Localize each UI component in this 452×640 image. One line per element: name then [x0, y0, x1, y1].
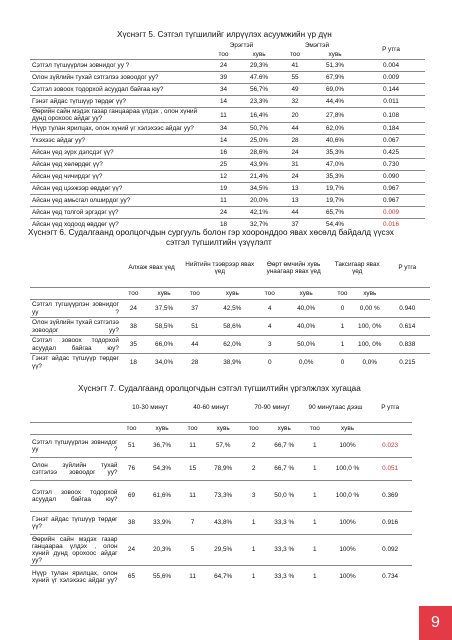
row-value: 1 — [303, 435, 327, 458]
row-p-value: 0.967 — [357, 195, 425, 207]
row-value: 33,9% — [143, 512, 180, 535]
row-value: 0 — [330, 354, 355, 372]
row-value: 5 — [181, 535, 205, 566]
table5 — [30, 41, 425, 230]
row-label: Айсан үед цээжээр өвддөг үү? — [30, 183, 206, 195]
table-row — [30, 108, 425, 123]
row-value: 18 — [121, 354, 146, 372]
row-p-value: 0.734 — [368, 566, 412, 589]
table-row — [30, 183, 425, 195]
row-p-value: 0.369 — [368, 481, 412, 512]
row-value: 1 — [330, 336, 355, 354]
table-row — [30, 135, 425, 147]
row-label: Өөрийн сайн мэдэх газар ганцаараа үлдэх , олон хүний дунд орохоос айдаг уу? — [30, 108, 206, 123]
table-row — [30, 435, 412, 458]
row-p-value: 0.090 — [357, 171, 425, 183]
row-value: 67,9% — [313, 72, 357, 84]
row-value: 38,9% — [207, 354, 257, 372]
row-value: 19,7% — [313, 195, 357, 207]
row-value: 47,0% — [313, 159, 357, 171]
row-value: 2 — [242, 458, 266, 481]
row-label: Олон зүйлийн тухай сэтгэлээ зовоодог уу? — [32, 319, 119, 334]
row-value: 24 — [206, 60, 241, 72]
row-value: 51,3% — [313, 60, 357, 72]
row-p-value: 0.023 — [368, 435, 412, 458]
row-label: Айсан үед хөлөрдөг үү? — [30, 159, 206, 171]
row-value: 100% — [327, 512, 368, 535]
table5-sub: хувь — [252, 50, 266, 58]
subheader: хувь — [266, 423, 303, 435]
row-label: Айсан үед амьсгал олширдог уу? — [30, 195, 206, 207]
row-value: 78,9% — [205, 458, 242, 481]
row-value: 11 — [181, 481, 205, 512]
row-value: 19 — [206, 183, 241, 195]
row-value: 19,7% — [313, 183, 357, 195]
table5-sub: тоо — [218, 50, 229, 58]
row-value: 11 — [181, 566, 205, 589]
row-p-value: 0.730 — [357, 159, 425, 171]
subheader: хувь — [327, 423, 368, 435]
table6-group-public: Нийтийн тээврээр явах үед — [185, 260, 255, 275]
row-value: 24 — [121, 300, 146, 318]
row-value: 0,0% — [355, 354, 385, 372]
table-row — [30, 300, 430, 318]
row-value: 38 — [119, 512, 143, 535]
row-p-value: 0.144 — [357, 84, 425, 96]
row-value: 1 — [242, 535, 266, 566]
row-label: Айсан үед толгой эргэдэг үү? — [30, 207, 206, 219]
table-row — [30, 481, 412, 512]
row-value: 29,3% — [241, 60, 277, 72]
row-label: Сэтгэл зовоох тодорхой асуудал байгаа юу? — [32, 337, 119, 352]
subheader: тоо — [257, 288, 282, 300]
table6-title-line2: сэтгэл түгшилтийн үзүүлэлт — [166, 238, 272, 247]
row-p-value: 0.108 — [357, 108, 425, 123]
row-value: 33,3 % — [266, 512, 303, 535]
row-value: 56,7% — [241, 84, 277, 96]
row-label: Сэтгэл зовоох тодорхой асуудал байгаа юу? — [30, 84, 206, 96]
row-p-value: 0.051 — [368, 458, 412, 481]
table7-group-70-90: 70-90 минут — [254, 404, 291, 412]
row-value: 18 — [206, 219, 241, 231]
row-value: 34 — [206, 84, 241, 96]
row-value: 11 — [181, 435, 205, 458]
row-value: 3 — [242, 481, 266, 512]
row-p-value: 0.009 — [357, 207, 425, 219]
row-value: 23,3% — [241, 96, 277, 108]
table-row — [30, 354, 430, 372]
row-value: 0,00 % — [355, 300, 385, 318]
row-p-value: 0.092 — [368, 535, 412, 566]
row-value: 25,0% — [241, 135, 277, 147]
row-value: 36,7% — [143, 435, 180, 458]
table7-p-header: P утга — [381, 404, 400, 412]
row-value: 24 — [119, 535, 143, 566]
table-row — [30, 84, 425, 96]
row-value: 40,6% — [313, 135, 357, 147]
table6-group-taxi: Таксигаар явах үед — [334, 260, 380, 275]
row-value: 7 — [181, 512, 205, 535]
row-value: 24 — [206, 207, 241, 219]
row-value: 0,0% — [282, 354, 330, 372]
row-value: 12 — [206, 171, 241, 183]
row-value: 1 — [303, 481, 327, 512]
row-value: 24 — [277, 147, 313, 159]
row-value: 58,6% — [207, 318, 257, 336]
row-value: 37,5% — [146, 300, 182, 318]
row-value: 50,7% — [241, 123, 277, 135]
row-value: 100,0 % — [327, 458, 368, 481]
table5-sub: хувь — [328, 50, 342, 58]
row-label: Гэнэт айдас түгшүүр төрдөг үү? — [30, 96, 206, 108]
row-value: 27,8% — [313, 108, 357, 123]
row-value: 4 — [257, 318, 282, 336]
row-value: 100, 0% — [355, 318, 385, 336]
row-label: Сэтгэл түгшүүрлэн зовнидог уу ? — [30, 60, 206, 72]
table7 — [30, 394, 412, 588]
table-row — [30, 318, 430, 336]
table5-group-male: Эрэгтэй — [229, 41, 254, 49]
row-label: Олон зүйлийн тухай сэтгэлээ зовоодог уу? — [30, 72, 206, 84]
row-value: 66,7 % — [266, 435, 303, 458]
row-value: 65 — [119, 566, 143, 589]
row-label: Үхэхээс айдаг уу? — [30, 135, 206, 147]
row-value: 42,1% — [241, 207, 277, 219]
row-value: 35 — [121, 336, 146, 354]
row-value: 100% — [327, 435, 368, 458]
row-value: 1 — [303, 458, 327, 481]
row-value: 24 — [277, 171, 313, 183]
table-row — [30, 336, 430, 354]
row-value: 11 — [206, 195, 241, 207]
subheader: тоо — [181, 423, 205, 435]
row-value: 15 — [181, 458, 205, 481]
row-p-value: 0.425 — [357, 147, 425, 159]
row-value: 50,0 % — [266, 481, 303, 512]
row-value: 34 — [206, 123, 241, 135]
row-value: 37 — [182, 300, 207, 318]
row-label: Гэнэт айдас түгшүүр төрдөг үү? — [32, 355, 119, 370]
table-row — [30, 96, 425, 108]
row-value: 54,3% — [143, 458, 180, 481]
table5-sub: тоо — [290, 50, 300, 58]
row-label: Нүүр тулан ярилцах, олон хүний үг хэлэхээс айдаг уу? — [30, 123, 206, 135]
row-value: 44 — [182, 336, 207, 354]
table6 — [30, 249, 430, 371]
row-value: 47.6% — [241, 72, 277, 84]
row-value: 64,7% — [205, 566, 242, 589]
row-value: 1 — [303, 535, 327, 566]
table-row — [30, 195, 425, 207]
table5-group-female: Эмэгтэй — [304, 41, 330, 49]
row-value: 14 — [206, 135, 241, 147]
row-value: 76 — [119, 458, 143, 481]
row-value: 37 — [277, 219, 313, 231]
row-value: 43,8% — [205, 512, 242, 535]
row-p-value: 0.009 — [357, 72, 425, 84]
row-value: 32,7% — [241, 219, 277, 231]
table-row — [30, 159, 425, 171]
table-row — [30, 535, 412, 566]
table7-group-40-60: 40-60 минут — [193, 404, 229, 412]
row-value: 0 — [330, 300, 355, 318]
row-p-value: 0.016 — [357, 219, 425, 231]
row-value: 100,0 % — [327, 481, 368, 512]
row-label: Айсан үед ходоод өвддөг үү? — [30, 219, 206, 231]
row-value: 28 — [182, 354, 207, 372]
row-value: 50,0% — [282, 336, 330, 354]
row-value: 100% — [327, 566, 368, 589]
table-row — [30, 207, 425, 219]
row-p-value: 0.011 — [357, 96, 425, 108]
row-value: 28 — [277, 135, 313, 147]
table7-group-90-plus: 90 минутаас дээш — [308, 404, 363, 412]
row-value: 31 — [277, 159, 313, 171]
row-value: 35,3% — [313, 171, 357, 183]
row-value: 65,7% — [313, 207, 357, 219]
row-value: 14 — [206, 96, 241, 108]
row-value: 54,4% — [313, 219, 357, 231]
row-label: Сэтгэл түгшүүрлэн зовнидог уу ? — [32, 301, 119, 316]
row-value: 13 — [277, 195, 313, 207]
row-p-value: 0.967 — [357, 183, 425, 195]
row-label: Сэтгэл түгшүүрлэн зовнидог уу ? — [30, 435, 119, 458]
row-value: 62,0% — [313, 123, 357, 135]
row-value: 43,9% — [241, 159, 277, 171]
table5-title: Хүснэгт 5. Сэтгэл түгшилийг илрүүлэх асуумжийн үр дүн — [117, 30, 332, 39]
row-value: 44 — [277, 123, 313, 135]
table6-group-walk: Алхаж явах үед — [128, 264, 175, 272]
row-value: 13 — [277, 183, 313, 195]
subheader: хувь — [355, 288, 385, 300]
row-p-value: 0.067 — [357, 135, 425, 147]
row-value: 39 — [206, 72, 241, 84]
row-value: 55 — [277, 72, 313, 84]
row-value: 55,6% — [143, 566, 180, 589]
row-p-value: 0.004 — [357, 60, 425, 72]
row-value: 44,4% — [313, 96, 357, 108]
row-value: 69,0% — [313, 84, 357, 96]
subheader: хувь — [146, 288, 182, 300]
row-value: 73,3% — [205, 481, 242, 512]
table5-p-header: P утга — [382, 46, 400, 54]
row-value: 1 — [303, 512, 327, 535]
row-value: 38 — [121, 318, 146, 336]
table6-title-line1: Хүснэгт 6. Судалгаанд оролцогчдын сургууль болон гэр хооронддоо явах хөсөлд байдалд үүсэх — [28, 228, 394, 237]
row-value: 40,0% — [282, 300, 330, 318]
row-label: Гэнэт айдас түгшүүр төрдөг үү? — [30, 512, 119, 535]
table-row — [30, 123, 425, 135]
row-p-value: 0.184 — [357, 123, 425, 135]
row-label: Өөрийн сайн мэдэх газар ганцаараа үлдэх , олон хүний дунд орохоос айдаг уу? — [32, 535, 118, 565]
row-value: 51 — [119, 435, 143, 458]
row-p-value: 0.614 — [385, 318, 430, 336]
row-value: 32 — [277, 96, 313, 108]
row-value: 1 — [303, 566, 327, 589]
row-value: 1 — [242, 512, 266, 535]
row-value: 16 — [206, 147, 241, 159]
row-label: Айсан үед чичирдэг үү? — [30, 171, 206, 183]
row-value: 3 — [257, 336, 282, 354]
subheader: тоо — [182, 288, 207, 300]
subheader: тоо — [121, 288, 146, 300]
row-value: 58,5% — [146, 318, 182, 336]
subheader: хувь — [143, 423, 180, 435]
subheader: хувь — [207, 288, 257, 300]
row-value: 29,5% — [205, 535, 242, 566]
row-label: Нүүр тулан ярилцах, олон хүний үг хэлэхээс айдаг уу? — [30, 566, 119, 589]
row-value: 61,6% — [143, 481, 180, 512]
row-value: 33,3 % — [266, 535, 303, 566]
row-value: 40,0% — [282, 318, 330, 336]
row-p-value: 0.940 — [385, 300, 430, 318]
table7-title: Хүснэгт 7. Судалгаанд оролцогчдын сэтгэл түгшилтийн үргэлжлэх хугацаа — [78, 384, 361, 393]
subheader: тоо — [119, 423, 143, 435]
row-value: 25 — [206, 159, 241, 171]
row-value: 1 — [242, 566, 266, 589]
table6-group-own: Өөрт өмчийн хувь унаагаар явах үед — [266, 260, 321, 275]
table-row — [30, 512, 412, 535]
row-value: 34,0% — [146, 354, 182, 372]
row-value: 41 — [277, 60, 313, 72]
row-value: 33,3 % — [266, 566, 303, 589]
subheader: тоо — [303, 423, 327, 435]
row-value: 66,7 % — [266, 458, 303, 481]
row-value: 28,6% — [241, 147, 277, 159]
row-value: 57,% — [205, 435, 242, 458]
row-value: 0 — [257, 354, 282, 372]
row-label: Айсан үед зүрх дэлсдэг үү? — [30, 147, 206, 159]
row-value: 69 — [119, 481, 143, 512]
subheader: тоо — [242, 423, 266, 435]
row-value: 34,5% — [241, 183, 277, 195]
page-number: 9 — [419, 606, 452, 640]
row-value: 100, 0% — [355, 336, 385, 354]
row-value: 20 — [277, 108, 313, 123]
row-value: 21,4% — [241, 171, 277, 183]
row-value: 20,0% — [241, 195, 277, 207]
table-row — [30, 458, 412, 481]
table-row — [30, 147, 425, 159]
row-value: 35,3% — [313, 147, 357, 159]
row-p-value: 0.838 — [385, 336, 430, 354]
row-value: 44 — [277, 207, 313, 219]
table-row — [30, 72, 425, 84]
row-value: 1 — [330, 318, 355, 336]
row-label: Олон зүйлийн тухай сэтгэлээ зовоодог уу? — [30, 458, 119, 481]
subheader: хувь — [282, 288, 330, 300]
row-p-value: 0.215 — [385, 354, 430, 372]
row-value: 2 — [242, 435, 266, 458]
row-value: 51 — [182, 318, 207, 336]
row-value: 100% — [327, 535, 368, 566]
row-value: 11 — [206, 108, 241, 123]
subheader: хувь — [205, 423, 242, 435]
table-row — [30, 60, 425, 72]
table7-group-10-30: 10-30 минут — [132, 404, 168, 412]
row-value: 62,0% — [207, 336, 257, 354]
table-row — [30, 566, 412, 589]
row-value: 66,0% — [146, 336, 182, 354]
row-p-value: 0.916 — [368, 512, 412, 535]
row-value: 16,4% — [241, 108, 277, 123]
table-row — [30, 171, 425, 183]
row-label: Сэтгэл зовоох тодорхой асуудал байгаа юу? — [30, 481, 119, 512]
table6-p-header: P утга — [398, 264, 417, 272]
row-value: 49 — [277, 84, 313, 96]
row-value: 4 — [257, 300, 282, 318]
row-value: 42,5% — [207, 300, 257, 318]
row-value: 20,3% — [143, 535, 180, 566]
subheader: тоо — [330, 288, 355, 300]
